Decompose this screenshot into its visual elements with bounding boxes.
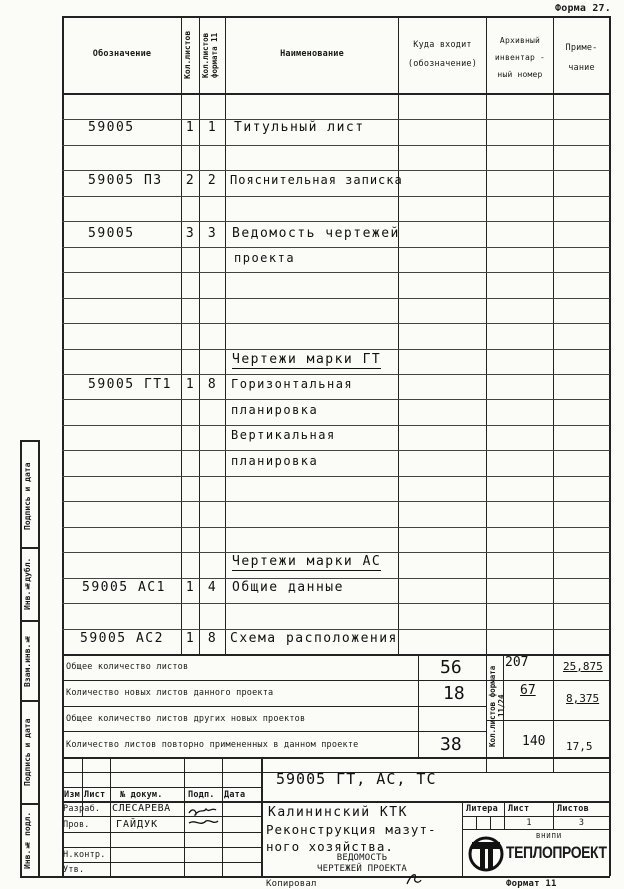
table-row-line [62, 527, 610, 528]
format-bottom-label: Формат 11 [506, 879, 557, 889]
frame-bottom [20, 876, 610, 878]
row-count: 3 [185, 226, 196, 241]
summary-reused-label: Количество листов повторно примененных в данном проекте [66, 740, 359, 750]
table-row-line [62, 450, 610, 451]
vline-name [225, 16, 226, 654]
row-name: Титульный лист [234, 120, 365, 135]
side-div-4 [20, 803, 39, 805]
row-name: Пояснительная записка [230, 173, 403, 187]
table-row-line [62, 578, 610, 579]
summary-f11-line-2 [486, 720, 610, 721]
tb-col-podp: Подп. [188, 790, 215, 800]
signature-razrab [186, 803, 220, 831]
tb-prov-name: ГАЙДУК [116, 819, 159, 830]
header-where-used-2: (обозначение) [407, 59, 478, 69]
side-strip-outer [20, 440, 22, 876]
row-count: 2 [185, 173, 196, 188]
table-row-line [62, 603, 610, 604]
table-row-line [62, 629, 610, 630]
row-designation: 59005 ПЗ [88, 173, 163, 188]
table-row-line [62, 476, 610, 477]
header-where-used-1: Куда входит [413, 40, 472, 50]
summary-new-label: Количество новых листов данного проекта [66, 688, 274, 698]
header-bottom-line [62, 93, 610, 95]
tb-col-list: Лист [84, 790, 106, 800]
row-count-f11: 2 [207, 173, 218, 188]
tb-doc-title-2: ЧЕРТЕЖЕЙ ПРОЕКТА [317, 864, 407, 874]
table-row-line [62, 425, 610, 426]
side-label-vzam-inv: Взам.инв.№ [23, 634, 32, 688]
header-archive [487, 32, 553, 83]
header-name: Наименование [280, 49, 344, 59]
vline-note [553, 16, 554, 772]
table-row-line [62, 221, 610, 222]
copied-label: Копировал [266, 879, 317, 889]
tb-litera-1 [476, 816, 477, 829]
table-row-line [62, 145, 610, 146]
header-where-used [399, 40, 486, 69]
table-row-line [62, 399, 610, 400]
vline-archive [486, 16, 487, 772]
tb-line-d [62, 816, 262, 817]
row-name: планировка [231, 454, 319, 468]
row-designation: 59005 ГТ1 [88, 377, 172, 392]
summary-bottom-line [62, 757, 610, 759]
table-row-line [62, 323, 610, 324]
summary-total-label: Общее количество листов [66, 662, 189, 672]
header-note [554, 38, 609, 78]
summary-f11-reused-2: 17,5 [566, 740, 593, 753]
vline-where [398, 16, 399, 654]
side-label-inv-podl: Инв.№ подл. [23, 811, 32, 869]
section-heading-as: Чертежи марки АС [232, 554, 382, 569]
header-archive-2: инвентар - [494, 53, 546, 62]
tb-object-2: Реконструкция мазут- [266, 822, 437, 837]
tb-line-b [62, 787, 262, 788]
summary-total-value: 56 [440, 657, 462, 678]
tb-doc-title-1: ВЕДОМОСТЬ [336, 853, 388, 863]
row-name: Схема расположения [230, 631, 398, 646]
tb-sheet-label: Лист [508, 804, 530, 814]
summary-f11-reused: 140 [522, 734, 546, 749]
header-note-2: чание [568, 63, 595, 73]
summary-f11-new-2: 8,375 [566, 692, 600, 705]
vline-count [181, 16, 182, 654]
side-label-inv-dubl: Инв.№дубл. [23, 557, 32, 611]
table-row-line [62, 247, 610, 248]
summary-other-label: Общее количество листов других новых проектов [66, 714, 306, 724]
row-designation: 59005 [88, 226, 135, 241]
tb-utv-label: Утв. [63, 865, 85, 875]
summary-f11-new: 67 [520, 683, 536, 698]
summary-f11-label: Кол.листов формата 11/24 [488, 665, 506, 747]
tb-prov-label: Пров. [63, 820, 90, 830]
tb-line-f [62, 847, 262, 848]
summary-line-2 [62, 706, 486, 707]
row-name: Общие данные [232, 580, 344, 595]
tb-razrab-label: Разраб. [63, 804, 101, 814]
tb-code: 59005 ГТ, АС, ТС [276, 770, 437, 788]
signature-copied [405, 872, 423, 886]
table-row-line [62, 272, 610, 273]
section-heading-gt: Чертежи марки ГТ [232, 352, 382, 367]
header-note-1: Приме- [565, 43, 598, 53]
row-count-f11: 1 [207, 120, 218, 135]
row-designation: 59005 АС2 [80, 631, 164, 646]
row-count-f11: 8 [207, 377, 218, 392]
row-name: планировка [231, 403, 319, 417]
summary-line-1 [62, 680, 486, 681]
row-count-f11: 8 [207, 631, 218, 646]
tb-org-small: ВНИПИ [536, 832, 563, 840]
summary-f11-total-2: 25,875 [563, 660, 603, 673]
header-archive-1: Архивный [499, 36, 541, 45]
summary-f11-total: 207 [505, 655, 529, 670]
row-count: 1 [185, 120, 196, 135]
summary-reused-value: 38 [440, 734, 462, 755]
tb-line-g [62, 862, 262, 863]
table-row-line [62, 501, 610, 502]
row-name: Вертикальная [231, 428, 336, 442]
tb-sheet-value: 1 [526, 818, 532, 828]
row-count: 1 [185, 631, 196, 646]
tb-litera-label: Литера [466, 804, 498, 814]
summary-line-3 [62, 731, 486, 732]
tb-line-i [462, 829, 610, 830]
tb-col-izm: Изм [64, 790, 80, 800]
table-row-line [62, 170, 610, 171]
table-row-line [62, 374, 610, 375]
header-archive-3: ный номер [497, 70, 543, 79]
org-logo-icon [466, 834, 508, 872]
tb-object-1: Калининский КТК [268, 805, 408, 820]
row-count: 1 [185, 377, 196, 392]
header-sheet-count-f11: Кол.листов формата 11 [201, 32, 219, 78]
tb-col-3 [184, 757, 185, 876]
row-count-f11: 3 [207, 226, 218, 241]
vline-count-f11 [199, 16, 200, 654]
side-div-0 [20, 440, 39, 442]
table-row-line [62, 298, 610, 299]
tb-nkontr-label: Н.контр. [63, 850, 106, 860]
row-designation: 59005 АС1 [82, 580, 166, 595]
tb-col-data: Дата [224, 790, 246, 800]
row-name: Горизонтальная [231, 377, 354, 391]
tb-col-doc: № докум. [120, 790, 163, 800]
tb-col-4 [222, 757, 223, 876]
row-name: Ведомость чертежей [232, 226, 400, 241]
tb-sheets-label: Листов [557, 804, 589, 814]
tb-line-h [462, 816, 610, 817]
tb-org-name: ТЕПЛОПРОЕКТ [506, 843, 607, 862]
tb-col-6 [462, 801, 463, 876]
side-div-2 [20, 620, 39, 622]
table-row-line [62, 552, 610, 553]
summary-new-value: 18 [443, 683, 465, 704]
summary-value-col [418, 654, 419, 757]
form-label: Форма 27. [555, 3, 611, 14]
table-row-line [62, 349, 610, 350]
tb-sheets-value: 3 [578, 818, 585, 828]
tb-col-2 [110, 757, 111, 876]
frame-top [62, 16, 610, 18]
summary-f11-line-1 [486, 680, 610, 681]
tb-razrab-name: СЛЕСАРЕВА [112, 803, 171, 814]
header-designation: Обозначение [92, 49, 152, 59]
row-count: 1 [185, 580, 196, 595]
side-label-podp-data-2: Подпись и дата [23, 718, 32, 786]
side-div-3 [20, 700, 39, 702]
row-name: проекта [234, 251, 296, 265]
side-strip-inner [38, 440, 40, 876]
row-count-f11: 4 [207, 580, 218, 595]
header-sheet-count: Кол.листов [183, 30, 192, 80]
tb-litera-2 [490, 816, 491, 829]
tb-object-3: ного хозяйства. [266, 839, 394, 854]
side-label-podp-data-1: Подпись и дата [23, 462, 32, 530]
row-designation: 59005 [88, 120, 135, 135]
side-div-1 [20, 547, 39, 549]
table-row-line [62, 196, 610, 197]
tb-line-e [62, 832, 262, 833]
